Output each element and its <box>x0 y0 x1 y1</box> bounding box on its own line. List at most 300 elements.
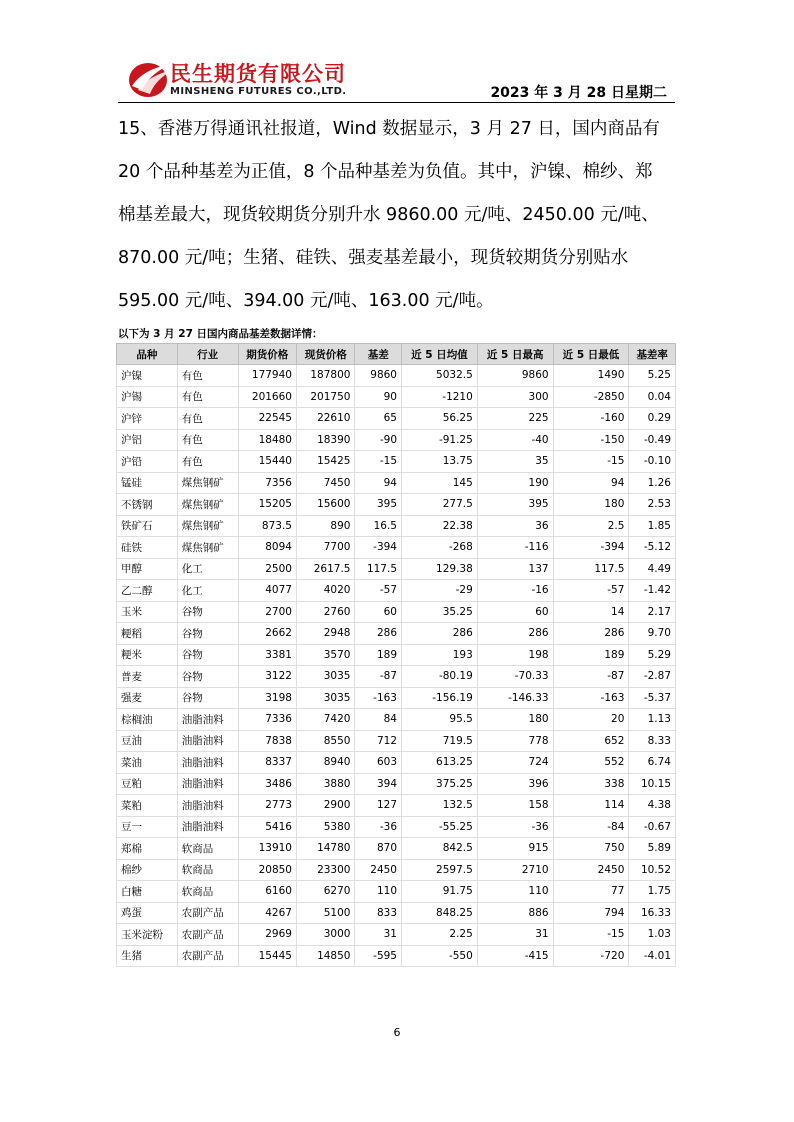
table-cell: 15600 <box>296 494 354 516</box>
table-cell: -84 <box>553 816 629 838</box>
table-cell: 9.70 <box>629 623 676 645</box>
table-row <box>117 838 676 860</box>
table-cell: 60 <box>477 601 553 623</box>
table-cell: 110 <box>355 881 402 903</box>
table-cell: 有色 <box>177 386 238 408</box>
table-cell: 36 <box>477 515 553 537</box>
table-cell: 35 <box>477 451 553 473</box>
table-cell: 2.5 <box>553 515 629 537</box>
table-row <box>117 666 676 688</box>
table-cell: 277.5 <box>402 494 478 516</box>
table-cell: 65 <box>355 408 402 430</box>
table-cell: 棉纱 <box>117 859 178 881</box>
table-cell: 22545 <box>238 408 296 430</box>
table-row <box>117 752 676 774</box>
table-cell: 778 <box>477 730 553 752</box>
page-number: 6 <box>393 1026 401 1039</box>
table-cell: -163 <box>553 687 629 709</box>
table-cell: 1.75 <box>629 881 676 903</box>
table-cell: -57 <box>355 580 402 602</box>
table-cell: 95.5 <box>402 709 478 731</box>
table-cell: 613.25 <box>402 752 478 774</box>
table-cell: 2617.5 <box>296 558 354 580</box>
table-cell: 201660 <box>238 386 296 408</box>
table-cell: 3035 <box>296 666 354 688</box>
table-cell: 7700 <box>296 537 354 559</box>
column-header: 近 5 日最低 <box>553 344 629 365</box>
table-row <box>117 945 676 967</box>
table-cell: 16.33 <box>629 902 676 924</box>
table-cell: 10.15 <box>629 773 676 795</box>
table-cell: 286 <box>355 623 402 645</box>
table-cell: 145 <box>402 472 478 494</box>
table-cell: 84 <box>355 709 402 731</box>
table-cell: 886 <box>477 902 553 924</box>
table-cell: -57 <box>553 580 629 602</box>
table-cell: 8094 <box>238 537 296 559</box>
table-cell: 3198 <box>238 687 296 709</box>
table-cell: 油脂油料 <box>177 816 238 838</box>
table-cell: 油脂油料 <box>177 752 238 774</box>
table-cell: 粳稻 <box>117 623 178 645</box>
paragraph-line: 595.00 元/吨、394.00 元/吨、163.00 元/吨。 <box>118 291 494 311</box>
table-cell: 沪锡 <box>117 386 178 408</box>
table-cell: 187800 <box>296 365 354 387</box>
table-cell: 9860 <box>477 365 553 387</box>
table-cell: -91.25 <box>402 429 478 451</box>
table-cell: -1210 <box>402 386 478 408</box>
table-cell: 锰硅 <box>117 472 178 494</box>
table-cell: -5.12 <box>629 537 676 559</box>
table-cell: 不锈钢 <box>117 494 178 516</box>
table-cell: 煤焦钢矿 <box>177 537 238 559</box>
table-cell: 2500 <box>238 558 296 580</box>
paragraph-line: 870.00 元/吨；生猪、硅铁、强麦基差最小，现货较期货分别贴水 <box>118 248 629 268</box>
table-cell: 127 <box>355 795 402 817</box>
table-cell: 9860 <box>355 365 402 387</box>
table-cell: 652 <box>553 730 629 752</box>
table-cell: 395 <box>355 494 402 516</box>
table-cell: 14780 <box>296 838 354 860</box>
table-row <box>117 386 676 408</box>
table-cell: 8550 <box>296 730 354 752</box>
table-cell: 14850 <box>296 945 354 967</box>
report-date: 2023 年 3 月 28 日星期二 <box>490 85 667 101</box>
basis-data-table <box>116 343 676 967</box>
table-cell: 915 <box>477 838 553 860</box>
table-cell: 10.52 <box>629 859 676 881</box>
table-cell: -90 <box>355 429 402 451</box>
table-cell: 794 <box>553 902 629 924</box>
table-cell: -116 <box>477 537 553 559</box>
table-cell: 15445 <box>238 945 296 967</box>
column-header: 品种 <box>117 344 178 365</box>
table-cell: 14 <box>553 601 629 623</box>
table-cell: 粳米 <box>117 644 178 666</box>
column-header: 行业 <box>177 344 238 365</box>
table-cell: 158 <box>477 795 553 817</box>
table-cell: 180 <box>477 709 553 731</box>
table-cell: 396 <box>477 773 553 795</box>
table-row <box>117 795 676 817</box>
table-cell: 豆粕 <box>117 773 178 795</box>
table-cell: 2969 <box>238 924 296 946</box>
table-cell: -55.25 <box>402 816 478 838</box>
table-cell: 137 <box>477 558 553 580</box>
table-cell: 117.5 <box>553 558 629 580</box>
table-row <box>117 537 676 559</box>
table-body <box>117 365 676 967</box>
table-cell: 3035 <box>296 687 354 709</box>
table-cell: -156.19 <box>402 687 478 709</box>
table-cell: 2948 <box>296 623 354 645</box>
table-cell: -36 <box>355 816 402 838</box>
table-cell: 13910 <box>238 838 296 860</box>
table-cell: 6270 <box>296 881 354 903</box>
table-cell: 有色 <box>177 451 238 473</box>
table-cell: -4.01 <box>629 945 676 967</box>
table-cell: 35.25 <box>402 601 478 623</box>
table-row <box>117 623 676 645</box>
table-cell: 848.25 <box>402 902 478 924</box>
table-cell: 农副产品 <box>177 902 238 924</box>
table-cell: 菜油 <box>117 752 178 774</box>
table-cell: 谷物 <box>177 623 238 645</box>
table-cell: 190 <box>477 472 553 494</box>
table-cell: 3122 <box>238 666 296 688</box>
table-cell: 177940 <box>238 365 296 387</box>
table-cell: 2450 <box>355 859 402 881</box>
table-cell: -0.10 <box>629 451 676 473</box>
table-cell: -1.42 <box>629 580 676 602</box>
table-cell: 2773 <box>238 795 296 817</box>
paragraph-line: 15、香港万得通讯社报道，Wind 数据显示，3 月 27 日，国内商品有 <box>118 119 660 139</box>
table-cell: -29 <box>402 580 478 602</box>
table-cell: 软商品 <box>177 838 238 860</box>
table-cell: 7356 <box>238 472 296 494</box>
table-cell: 5.25 <box>629 365 676 387</box>
table-cell: 60 <box>355 601 402 623</box>
paragraph-line: 20 个品种基差为正值，8 个品种基差为负值。其中，沪镍、棉纱、郑 <box>118 162 653 182</box>
table-cell: 豆油 <box>117 730 178 752</box>
table-cell: 94 <box>553 472 629 494</box>
table-cell: 玉米 <box>117 601 178 623</box>
table-cell: 鸡蛋 <box>117 902 178 924</box>
table-cell: -0.67 <box>629 816 676 838</box>
table-cell: 玉米淀粉 <box>117 924 178 946</box>
column-header: 基差率 <box>629 344 676 365</box>
table-cell: 90 <box>355 386 402 408</box>
table-row <box>117 408 676 430</box>
table-cell: 5100 <box>296 902 354 924</box>
table-cell: -15 <box>355 451 402 473</box>
table-cell: 16.5 <box>355 515 402 537</box>
table-cell: -15 <box>553 451 629 473</box>
table-cell: 5.29 <box>629 644 676 666</box>
table-cell: 普麦 <box>117 666 178 688</box>
table-cell: 化工 <box>177 558 238 580</box>
news-paragraph <box>118 108 678 323</box>
table-cell: 5.89 <box>629 838 676 860</box>
table-cell: 1490 <box>553 365 629 387</box>
table-cell: 谷物 <box>177 687 238 709</box>
table-cell: 20850 <box>238 859 296 881</box>
table-cell: 15425 <box>296 451 354 473</box>
table-cell: 603 <box>355 752 402 774</box>
table-cell: 2597.5 <box>402 859 478 881</box>
company-name-en: MINSHENG FUTURES CO.,LTD. <box>170 86 347 97</box>
table-cell: 煤焦钢矿 <box>177 515 238 537</box>
table-cell: 油脂油料 <box>177 773 238 795</box>
table-cell: 13.75 <box>402 451 478 473</box>
table-row <box>117 709 676 731</box>
table-cell: -2850 <box>553 386 629 408</box>
table-cell: 2.53 <box>629 494 676 516</box>
table-cell: 有色 <box>177 408 238 430</box>
table-cell: 油脂油料 <box>177 730 238 752</box>
table-cell: -550 <box>402 945 478 967</box>
table-cell: 煤焦钢矿 <box>177 494 238 516</box>
table-cell: 1.13 <box>629 709 676 731</box>
table-cell: 1.85 <box>629 515 676 537</box>
table-cell: 5416 <box>238 816 296 838</box>
table-cell: 8.33 <box>629 730 676 752</box>
table-cell: 沪铅 <box>117 451 178 473</box>
table-cell: 117.5 <box>355 558 402 580</box>
table-cell: 谷物 <box>177 601 238 623</box>
table-cell: 农副产品 <box>177 945 238 967</box>
table-cell: 3000 <box>296 924 354 946</box>
table-row <box>117 859 676 881</box>
table-cell: 193 <box>402 644 478 666</box>
table-cell: 硅铁 <box>117 537 178 559</box>
table-cell: 2760 <box>296 601 354 623</box>
table-cell: 4077 <box>238 580 296 602</box>
table-cell: 132.5 <box>402 795 478 817</box>
table-cell: -160 <box>553 408 629 430</box>
table-cell: 2450 <box>553 859 629 881</box>
table-row <box>117 558 676 580</box>
table-cell: 189 <box>553 644 629 666</box>
table-cell: -394 <box>355 537 402 559</box>
table-cell: 8940 <box>296 752 354 774</box>
table-cell: 189 <box>355 644 402 666</box>
table-cell: 56.25 <box>402 408 478 430</box>
table-cell: 180 <box>553 494 629 516</box>
table-cell: -150 <box>553 429 629 451</box>
table-cell: 2662 <box>238 623 296 645</box>
table-cell: 6.74 <box>629 752 676 774</box>
table-cell: 软商品 <box>177 881 238 903</box>
table-cell: 2.25 <box>402 924 478 946</box>
table-cell: -268 <box>402 537 478 559</box>
table-cell: 化工 <box>177 580 238 602</box>
table-cell: 1.26 <box>629 472 676 494</box>
table-cell: 286 <box>553 623 629 645</box>
table-cell: 农副产品 <box>177 924 238 946</box>
table-cell: 18390 <box>296 429 354 451</box>
table-cell: -80.19 <box>402 666 478 688</box>
table-cell: 870 <box>355 838 402 860</box>
table-cell: 395 <box>477 494 553 516</box>
page-header <box>118 56 675 103</box>
table-cell: 3486 <box>238 773 296 795</box>
table-cell: -0.49 <box>629 429 676 451</box>
table-cell: 300 <box>477 386 553 408</box>
table-row <box>117 580 676 602</box>
table-row <box>117 472 676 494</box>
table-cell: -16 <box>477 580 553 602</box>
table-cell: 7450 <box>296 472 354 494</box>
table-row <box>117 451 676 473</box>
table-row <box>117 687 676 709</box>
table-cell: 114 <box>553 795 629 817</box>
table-cell: 15440 <box>238 451 296 473</box>
table-row <box>117 924 676 946</box>
table-cell: 7838 <box>238 730 296 752</box>
table-cell: 286 <box>402 623 478 645</box>
table-header-row <box>117 344 676 365</box>
table-cell: 286 <box>477 623 553 645</box>
table-cell: 394 <box>355 773 402 795</box>
company-name-cn: 民生期货有限公司 <box>170 62 346 86</box>
table-cell: 198 <box>477 644 553 666</box>
table-cell: 2900 <box>296 795 354 817</box>
table-row <box>117 773 676 795</box>
table-cell: -36 <box>477 816 553 838</box>
table-cell: 3570 <box>296 644 354 666</box>
table-cell: 白糖 <box>117 881 178 903</box>
table-cell: 1.03 <box>629 924 676 946</box>
table-cell: 22610 <box>296 408 354 430</box>
table-cell: 833 <box>355 902 402 924</box>
table-cell: -87 <box>553 666 629 688</box>
table-row <box>117 601 676 623</box>
table-cell: 甲醇 <box>117 558 178 580</box>
table-row <box>117 816 676 838</box>
paragraph-line: 棉基差最大，现货较期货分别升水 9860.00 元/吨、2450.00 元/吨、 <box>118 205 659 225</box>
table-cell: 890 <box>296 515 354 537</box>
table-cell: 郑棉 <box>117 838 178 860</box>
table-row <box>117 515 676 537</box>
table-cell: -394 <box>553 537 629 559</box>
table-cell: -70.33 <box>477 666 553 688</box>
table-cell: 712 <box>355 730 402 752</box>
table-cell: 552 <box>553 752 629 774</box>
table-cell: 4267 <box>238 902 296 924</box>
table-cell: 201750 <box>296 386 354 408</box>
table-cell: 375.25 <box>402 773 478 795</box>
table-cell: 生猪 <box>117 945 178 967</box>
table-cell: -146.33 <box>477 687 553 709</box>
column-header: 期货价格 <box>238 344 296 365</box>
table-row <box>117 881 676 903</box>
table-cell: 沪镍 <box>117 365 178 387</box>
table-cell: 750 <box>553 838 629 860</box>
table-cell: -720 <box>553 945 629 967</box>
table-cell: -2.87 <box>629 666 676 688</box>
table-cell: -415 <box>477 945 553 967</box>
table-caption: 以下为 3 月 27 日国内商品基差数据详情： <box>118 328 323 340</box>
table-row <box>117 902 676 924</box>
table-cell: 15205 <box>238 494 296 516</box>
table-cell: -5.37 <box>629 687 676 709</box>
table-cell: 5380 <box>296 816 354 838</box>
column-header: 基差 <box>355 344 402 365</box>
table-cell: 8337 <box>238 752 296 774</box>
table-cell: 5032.5 <box>402 365 478 387</box>
table-cell: 20 <box>553 709 629 731</box>
table-cell: 338 <box>553 773 629 795</box>
table-cell: 110 <box>477 881 553 903</box>
table-cell: -595 <box>355 945 402 967</box>
table-cell: 沪铝 <box>117 429 178 451</box>
table-cell: 2710 <box>477 859 553 881</box>
table-cell: 菜粕 <box>117 795 178 817</box>
table-cell: 0.04 <box>629 386 676 408</box>
table-cell: 129.38 <box>402 558 478 580</box>
table-cell: 煤焦钢矿 <box>177 472 238 494</box>
column-header: 近 5 日最高 <box>477 344 553 365</box>
table-cell: -40 <box>477 429 553 451</box>
table-cell: 棕榈油 <box>117 709 178 731</box>
table-cell: 铁矿石 <box>117 515 178 537</box>
table-cell: 719.5 <box>402 730 478 752</box>
column-header: 近 5 日均值 <box>402 344 478 365</box>
table-cell: 225 <box>477 408 553 430</box>
table-cell: 18480 <box>238 429 296 451</box>
table-cell: 软商品 <box>177 859 238 881</box>
column-header: 现货价格 <box>296 344 354 365</box>
table-cell: 有色 <box>177 429 238 451</box>
minsheng-logo-icon <box>126 56 176 100</box>
table-cell: 94 <box>355 472 402 494</box>
table-row <box>117 365 676 387</box>
table-cell: 6160 <box>238 881 296 903</box>
table-cell: 31 <box>477 924 553 946</box>
table-cell: -15 <box>553 924 629 946</box>
table-cell: -87 <box>355 666 402 688</box>
table-cell: 842.5 <box>402 838 478 860</box>
table-cell: 91.75 <box>402 881 478 903</box>
table-cell: 7336 <box>238 709 296 731</box>
table-cell: 谷物 <box>177 644 238 666</box>
table-row <box>117 494 676 516</box>
table-cell: 强麦 <box>117 687 178 709</box>
table-cell: 77 <box>553 881 629 903</box>
table-cell: 油脂油料 <box>177 709 238 731</box>
table-cell: 4.38 <box>629 795 676 817</box>
table-row <box>117 730 676 752</box>
table-cell: 22.38 <box>402 515 478 537</box>
table-cell: -163 <box>355 687 402 709</box>
table-cell: 2700 <box>238 601 296 623</box>
table-cell: 豆一 <box>117 816 178 838</box>
table-cell: 0.29 <box>629 408 676 430</box>
table-row <box>117 644 676 666</box>
table-cell: 873.5 <box>238 515 296 537</box>
table-cell: 724 <box>477 752 553 774</box>
table-cell: 7420 <box>296 709 354 731</box>
table-cell: 乙二醇 <box>117 580 178 602</box>
table-row <box>117 429 676 451</box>
table-cell: 油脂油料 <box>177 795 238 817</box>
table-cell: 有色 <box>177 365 238 387</box>
table-cell: 3381 <box>238 644 296 666</box>
table-cell: 23300 <box>296 859 354 881</box>
table-cell: 4.49 <box>629 558 676 580</box>
table-cell: 谷物 <box>177 666 238 688</box>
